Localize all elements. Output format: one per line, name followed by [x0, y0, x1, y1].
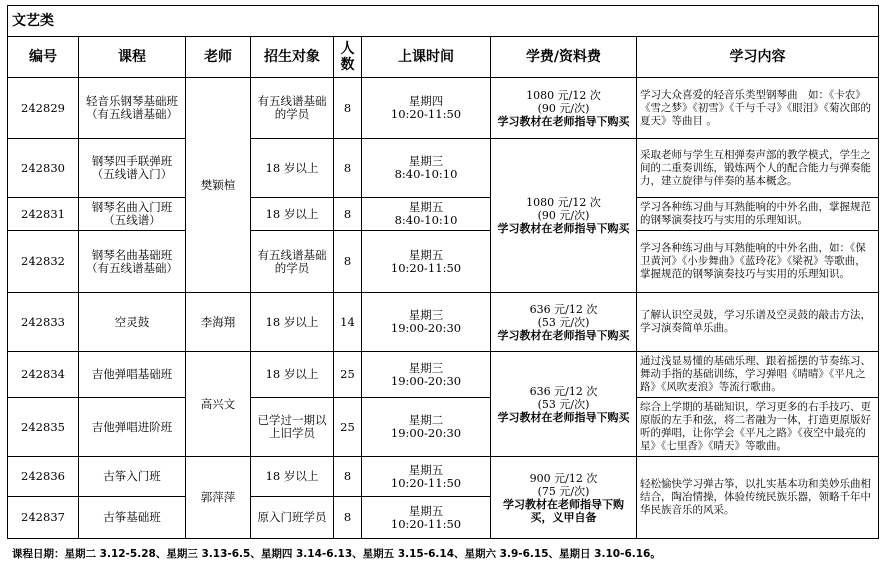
target-students: 18 岁以上: [251, 139, 334, 198]
course-name: 吉他弹唱基础班: [79, 352, 186, 398]
class-time: [362, 293, 491, 352]
table-row: [8, 78, 879, 139]
course-name: 钢琴名曲基础班（有五线谱基础）: [79, 231, 186, 293]
course-name: 空灵鼓: [79, 293, 186, 352]
class-time: [362, 78, 491, 139]
class-time: [362, 457, 491, 497]
course-content: 学习各种练习曲与耳熟能响的中外名曲，掌握规范的钢琴演奏技巧与实用的乐理知识。: [637, 198, 879, 231]
table-row: [8, 398, 879, 457]
section-title: 文艺类: [8, 6, 879, 37]
teacher-name: 李海翔: [186, 293, 251, 352]
course-table: [7, 5, 879, 539]
fee-cell: [491, 352, 637, 457]
course-id: 242830: [8, 139, 79, 198]
header-course: 课程: [79, 37, 186, 78]
target-students: 18 岁以上: [251, 457, 334, 497]
class-hours: 8:40-10:10: [394, 167, 458, 181]
header-time: 上课时间: [362, 37, 491, 78]
fee-material: (53 元/次): [537, 315, 590, 329]
teacher-name: 郭萍萍: [186, 457, 251, 539]
teacher-name: 樊颖楦: [186, 78, 251, 293]
class-hours: 19:00-20:30: [390, 426, 462, 440]
course-dates-footer: 课程日期：星期二 3.12-5.28、星期三 3.13-6.5、星期四 3.14-6.13、星期五 3.15-6.14、星期六 3.9-6.15、星期日 3.10-6.16。: [12, 548, 661, 560]
fee-material: (90 元/次): [537, 101, 590, 115]
class-size: 8: [334, 139, 362, 198]
fee-note: 学习教材在老师指导下购买: [497, 114, 630, 128]
class-hours: 19:00-20:30: [390, 321, 462, 335]
fee-material: (75 元/次): [537, 484, 590, 498]
table-row: [8, 293, 879, 352]
course-id: 242831: [8, 198, 79, 231]
course-name: 古筝基础班: [79, 497, 186, 539]
header-id: 编号: [8, 37, 79, 78]
class-day: 星期五: [408, 247, 444, 262]
teacher-name: 高兴文: [186, 352, 251, 457]
course-content: 学习大众喜爱的轻音乐类型钢琴曲 如：《卡农》《雪之梦》《初雪》《千与千寻》《眼泪》《菊次郎的夏天》等曲目 。: [637, 78, 879, 139]
course-content: 轻松愉快学习弹古筝，以扎实基本功和美妙乐曲相结合，陶冶情操，体验传统民族乐器，领略千年中华民族音乐的风采。: [637, 457, 879, 539]
class-size: 8: [334, 497, 362, 539]
fee-price: 636 元/12 次: [529, 384, 598, 398]
class-size: 8: [334, 457, 362, 497]
class-day: 星期五: [408, 200, 444, 214]
class-hours: 10:20-11:50: [390, 107, 462, 121]
target-students: 18 岁以上: [251, 352, 334, 398]
course-name: 轻音乐钢琴基础班（有五线谱基础）: [79, 78, 186, 139]
course-content: 采取老师与学生互相弹奏声部的教学模式，学生之间的二重奏训练，锻炼两个人的配合能力与弹奏能力，建立旋律与伴奏的基本概念。: [637, 139, 879, 198]
fee-cell: [491, 139, 637, 293]
fee-note: 学习教材在老师指导下购买，义甲自备: [503, 497, 624, 524]
class-hours: 19:00-20:30: [390, 373, 462, 388]
class-time: [362, 398, 491, 457]
class-day: 星期四: [408, 94, 444, 108]
class-size: 25: [334, 398, 362, 457]
target-students: 18 岁以上: [251, 293, 334, 352]
table-row: [8, 198, 879, 231]
table-row: [8, 139, 879, 198]
class-size: 8: [334, 231, 362, 293]
target-students: 有五线谱基础的学员: [251, 78, 334, 139]
header-row: [8, 37, 879, 78]
class-size: 25: [334, 352, 362, 398]
course-name: 钢琴名曲入门班（五线谱）: [79, 198, 186, 231]
class-size: 14: [334, 293, 362, 352]
class-size: 8: [334, 78, 362, 139]
class-time: [362, 231, 491, 293]
fee-cell: [491, 78, 637, 139]
class-hours: 10:20-11:50: [390, 260, 462, 275]
fee-material: (53 元/次): [537, 397, 590, 411]
target-students: 有五线谱基础的学员: [251, 231, 334, 293]
fee-price: 1080 元/12 次: [526, 196, 601, 209]
header-fee: 学费/资料费: [491, 37, 637, 78]
class-hours: 10:20-11:50: [390, 516, 462, 531]
course-schedule: [7, 5, 878, 539]
class-day: 星期三: [408, 360, 444, 375]
fee-cell: [491, 457, 637, 539]
course-name: 古筝入门班: [79, 457, 186, 497]
class-day: 星期三: [408, 154, 444, 168]
fee-price: 636 元/12 次: [529, 302, 598, 316]
class-time: [362, 352, 491, 398]
target-students: 原入门班学员: [251, 497, 334, 539]
header-teacher: 老师: [186, 37, 251, 78]
class-hours: 10:20-11:50: [390, 475, 462, 490]
fee-price: 1080 元/12 次: [526, 88, 601, 102]
class-day: 星期五: [408, 462, 444, 477]
class-time: [362, 139, 491, 198]
class-day: 星期三: [408, 308, 444, 322]
fee-note: 学习教材在老师指导下购买: [497, 328, 630, 342]
class-time: [362, 497, 491, 539]
class-hours: 8:40-10:10: [394, 213, 458, 227]
course-content: 学习各种练习曲与耳熟能响的中外名曲，如：《保卫黄河》《小步舞曲》《蓝玲花》《梁祝》等歌曲，掌握规范的钢琴演奏技巧与实用的乐理知识。: [637, 231, 879, 293]
fee-cell: [491, 293, 637, 352]
course-id: 242837: [8, 497, 79, 539]
course-id: 242834: [8, 352, 79, 398]
table-row: [8, 231, 879, 293]
table-row: [8, 352, 879, 398]
course-id: 242833: [8, 293, 79, 352]
fee-note: 学习教材在老师指导下购买: [497, 410, 630, 424]
class-day: 星期二: [408, 413, 444, 427]
course-id: 242835: [8, 398, 79, 457]
fee-note: 学习教材在老师指导下购买: [497, 222, 630, 235]
course-content: 通过浅显易懂的基础乐理、跟着摇摆的节奏练习、舞动手指的基础训练，学习弹唱《晴晴》《平凡之路》《风吹麦浪》等流行歌曲。: [637, 352, 879, 398]
header-content: 学习内容: [637, 37, 879, 78]
class-time: [362, 198, 491, 231]
target-students: 已学过一期以上旧学员: [251, 398, 334, 457]
header-target: 招生对象: [251, 37, 334, 78]
course-content: 综合上学期的基础知识，学习更多的右手技巧、更原版的左手和弦，将二者融为一体，打造更原版好听的弹唱，让你学会《平凡之路》《夜空中最亮的星》《七里香》《晴天》等歌曲。: [637, 398, 879, 457]
course-name: 钢琴四手联弹班（五线谱入门）: [79, 139, 186, 198]
target-students: 18 岁以上: [251, 198, 334, 231]
course-id: 242832: [8, 231, 79, 293]
course-id: 242836: [8, 457, 79, 497]
course-id: 242829: [8, 78, 79, 139]
class-day: 星期五: [408, 503, 444, 518]
class-size: 8: [334, 198, 362, 231]
course-name: 吉他弹唱进阶班: [79, 398, 186, 457]
course-content: 了解认识空灵鼓，学习乐谱及空灵鼓的敲击方法，学习演奏简单乐曲。: [637, 293, 879, 352]
fee-material: (90 元/次): [537, 209, 590, 222]
header-count: 人数: [334, 37, 362, 78]
fee-price: 900 元/12 次: [529, 471, 598, 485]
table-row: [8, 457, 879, 497]
